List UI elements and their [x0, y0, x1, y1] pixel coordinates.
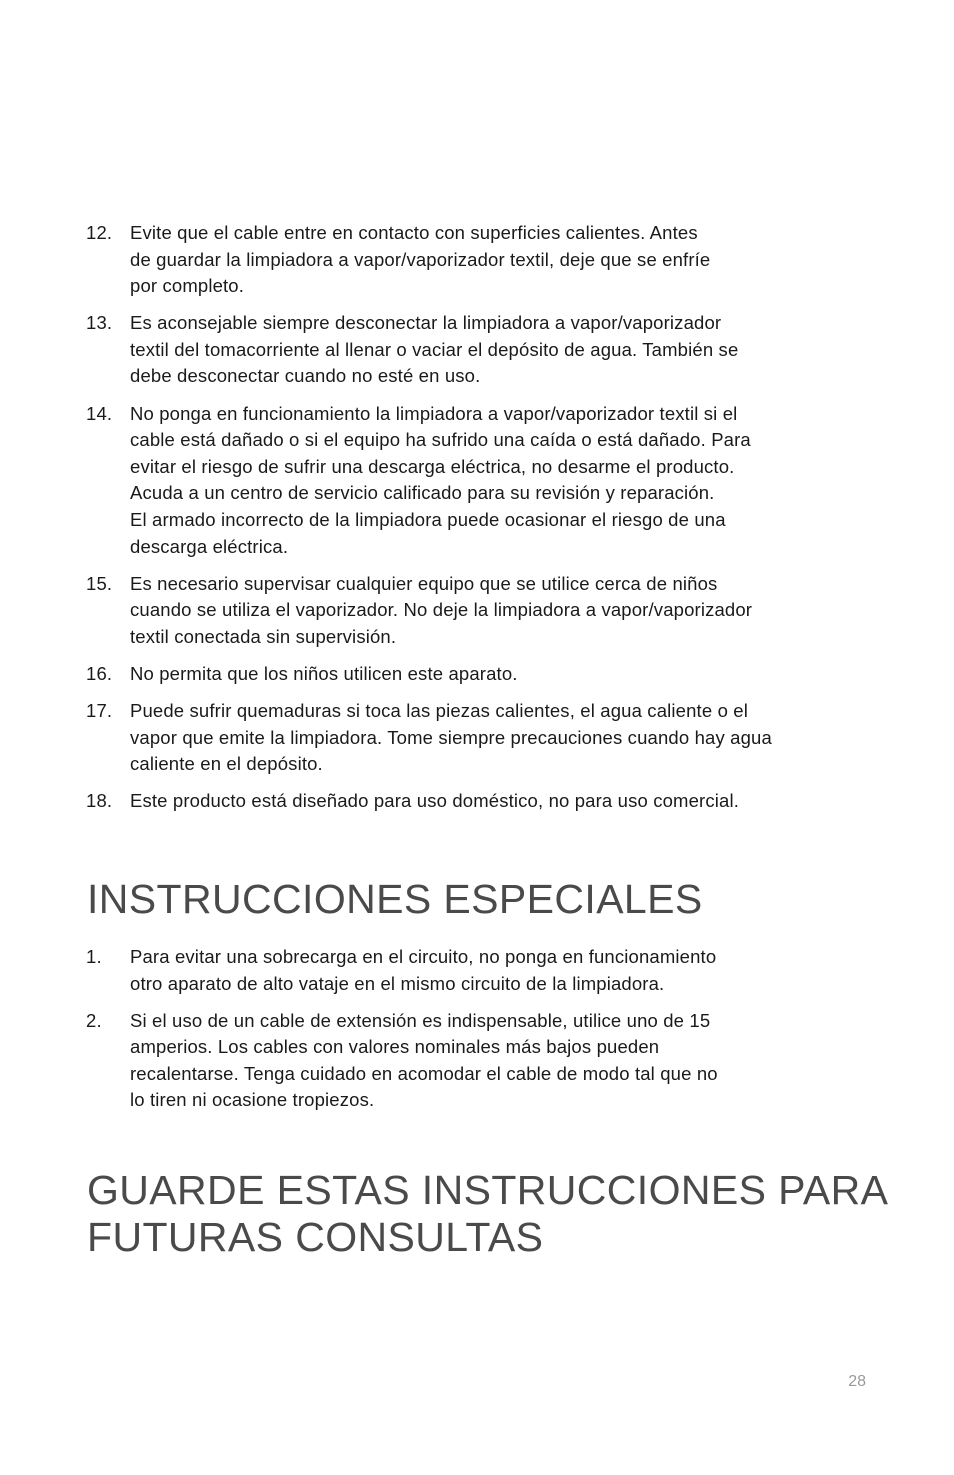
save-instructions-heading: GUARDE ESTAS INSTRUCCIONES PARA FUTURAS CONSULTAS — [87, 1167, 889, 1260]
item-text: Para evitar una sobrecarga en el circuito, no ponga en funcionamiento otro aparato de alto vataje en el mismo circuito de la limpiadora. — [130, 946, 717, 994]
list-item — [86, 1008, 876, 1114]
list-item — [86, 788, 876, 815]
item-number: 17. — [86, 700, 113, 721]
item-number: 16. — [86, 662, 113, 684]
special-instructions-heading: INSTRUCCIONES ESPECIALES — [87, 876, 703, 922]
list-item — [86, 310, 876, 390]
item-text: Este producto está diseñado para uso doméstico, no para uso comercial. — [130, 790, 740, 812]
list-item — [86, 698, 876, 778]
item-text: Es aconsejable siempre desconectar la limpiadora a vapor/vaporizador textil del tomacorriente al llenar o vaciar el depósito de agua. También se debe desconectar cuando no esté en uso. — [130, 312, 739, 387]
item-number: 12. — [86, 222, 113, 243]
page-number: 28 — [848, 1373, 866, 1390]
list-item — [86, 944, 876, 997]
special-instructions-list — [86, 944, 876, 1125]
list-item — [86, 571, 876, 651]
safety-warnings-list — [86, 220, 876, 825]
item-text: No permita que los niños utilicen este aparato. — [130, 662, 518, 684]
list-item — [86, 661, 876, 688]
list-item — [86, 220, 876, 300]
list-item — [86, 401, 876, 561]
item-number: 13. — [86, 312, 113, 334]
item-number: 15. — [86, 572, 113, 594]
item-text: Evite que el cable entre en contacto con superficies calientes. Antes de guardar la limpiadora a vapor/vaporizador textil, deje que se enfríe por completo. — [130, 222, 711, 297]
item-text: No ponga en funcionamiento la limpiadora a vapor/vaporizador textil si el cable está dañado o si el equipo ha sufrido una caída o está dañado. Para evitar el riesgo de sufrir una descarga eléctrica, no desarme el producto. Acuda a un centro de servicio calificado para su revisión y reparación. El armado incorrecto de la limpiadora puede ocasionar el riesgo de una descarga eléctrica. — [130, 402, 751, 557]
item-text: Es necesario supervisar cualquier equipo que se utilice cerca de niños cuando se utiliza el vaporizador. No deje la limpiadora a vapor/vaporizador textil conectada sin supervisión. — [130, 572, 753, 647]
item-number: 2. — [86, 1009, 102, 1031]
item-text: Si el uso de un cable de extensión es indispensable, utilice uno de 15 amperios. Los cables con valores nominales más bajos pueden recalentarse. Tenga cuidado en acomodar el cable de modo tal que no lo tiren ni ocasione tropiezos. — [130, 1009, 718, 1111]
item-number: 18. — [86, 790, 113, 812]
item-text: Puede sufrir quemaduras si toca las piezas calientes, el agua caliente o el vapor que emite la limpiadora. Tome siempre precauciones cuando hay agua caliente en el depósito. — [130, 700, 772, 775]
item-number: 14. — [86, 402, 113, 424]
item-number: 1. — [86, 946, 102, 967]
